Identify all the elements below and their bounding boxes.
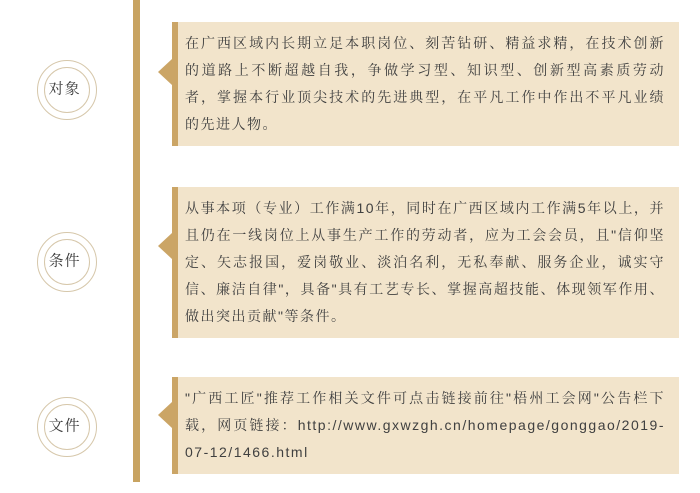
stage-badge-documents: [37, 397, 97, 457]
badge-label: 文件: [48, 417, 81, 435]
badge-label: 条件: [48, 252, 81, 270]
section-text-with-link: "广西工匠"推荐工作相关文件可点击链接前往"梧州工会网"公告栏下载，网页链接：http://www.gxwzgh.cn/homepage/gonggao/2019-07-12/1466.html: [185, 390, 665, 460]
timeline-bar: [133, 0, 140, 482]
section-text: 从事本项（专业）工作满10年，同时在广西区域内工作满5年以上，并且仍在一线岗位上从事生产工作的劳动者，应为工会会员，且"信仰坚定、矢志报国，爱岗敬业、淡泊名利，无私奉献、服务企业，诚实守信、廉洁自律"，具备"具有工艺专长、掌握高超技能、体现领军作用、做出突出贡献"等条件。: [185, 200, 665, 324]
badge-label: 对象: [48, 80, 81, 98]
left-pointer-icon: [158, 233, 172, 259]
section-text: 在广西区域内长期立足本职岗位、刻苦钻研、精益求精，在技术创新的道路上不断超越自我，争做学习型、知识型、创新型高素质劳动者，掌握本行业顶尖技术的先进典型，在平凡工作中作出不平凡业绩的先进人物。: [185, 35, 665, 132]
section-bubble-target: [172, 22, 679, 146]
left-pointer-icon: [158, 59, 172, 85]
stage-badge-criteria: [37, 232, 97, 292]
section-bubble-documents: [172, 377, 679, 474]
stage-badge-target: [37, 60, 97, 120]
section-bubble-criteria: [172, 187, 679, 338]
left-pointer-icon: [158, 402, 172, 428]
